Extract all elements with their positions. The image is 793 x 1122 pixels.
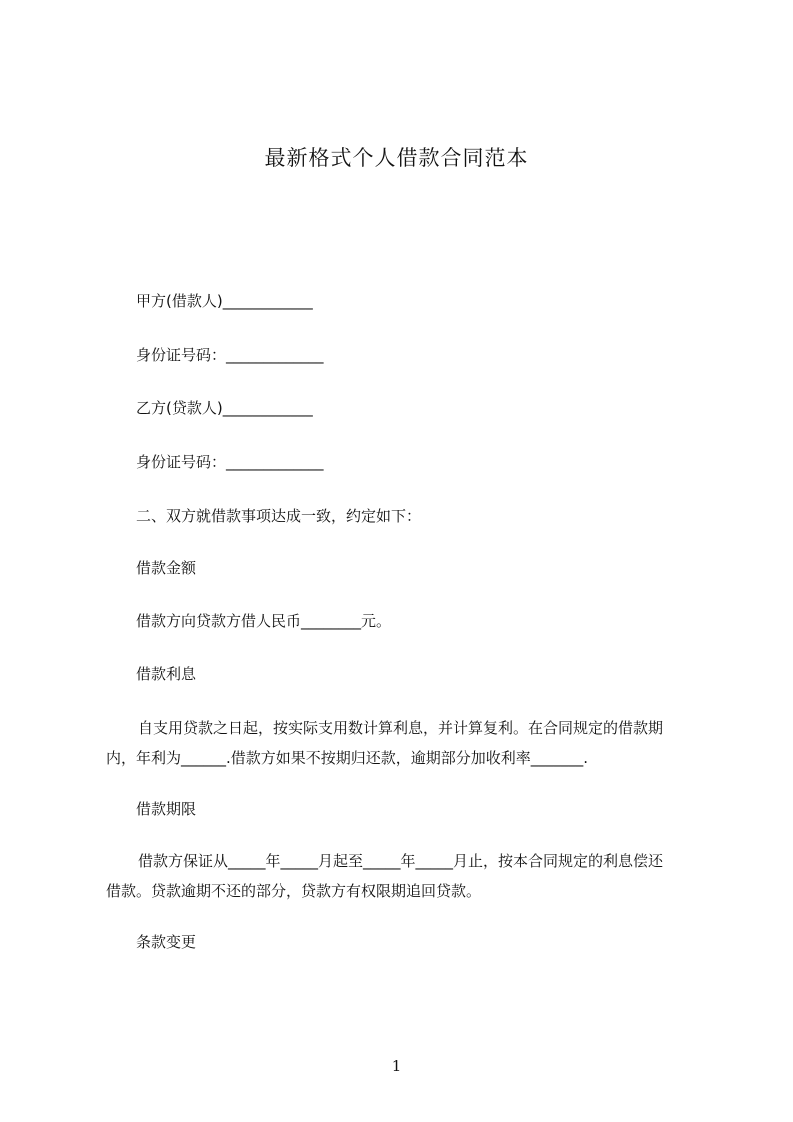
agreement-intro: 二、双方就借款事项达成一致，约定如下： [136,507,422,525]
section-heading-change: 条款变更 [136,933,197,951]
term-line-1: 借款方保证从_____年_____月起至_____年_____月止，按本合同规定的利息偿还 [138,852,664,870]
id-number-a-line: 身份证号码：_____________ [136,346,324,364]
id-number-b-line: 身份证号码：_____________ [136,453,324,471]
section-heading-interest: 借款利息 [136,665,197,683]
term-paragraph [106,846,694,906]
amount-text: 借款方向贷款方借人民币________元。 [136,612,392,630]
party-b-line: 乙方(贷款人)____________ [136,399,313,417]
section-heading-amount: 借款金额 [136,559,197,577]
section-heading-term: 借款期限 [136,800,197,818]
party-a-line: 甲方(借款人)____________ [136,292,313,310]
interest-paragraph [106,713,694,773]
document-title: 最新格式个人借款合同范本 [264,146,529,170]
interest-line-1: 自支用贷款之日起，按实际支用数计算利息，并计算复利。在合同规定的借款期 [138,719,664,737]
page-number: 1 [391,1057,402,1075]
interest-line-2: 内，年利为______.借款方如果不按期归还款，逾期部分加收利率_______. [106,749,589,767]
term-line-2: 借款。贷款逾期不还的部分，贷款方有权限期追回贷款。 [106,882,482,900]
